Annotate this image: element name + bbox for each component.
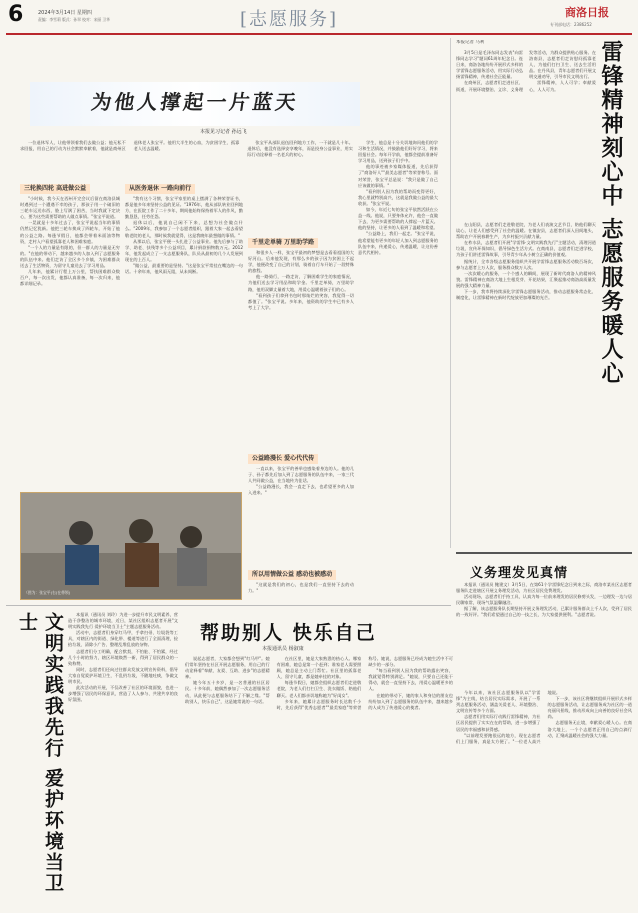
civil-article-byline: 本报讯（通讯员 刘玲） (76, 612, 120, 617)
bottom-divider (6, 605, 451, 606)
hotline: 专刊部电话：2386252 (550, 22, 592, 27)
newspaper-logo: 商洛日报 (565, 6, 609, 19)
main-article-col5: "这就是我们的初心，也是我们一直坚持下去的动力。" (248, 582, 354, 594)
right-column-text-bottom: 在山阳县，志愿者们走进敬老院，为老人们表演文艺节目，陪他们聊天谈心，让老人们感受到了社会的温暖。在镇安县，志愿者们深入田间地头，帮助农户开展春耕生产，为乡村振兴贡献力量。 在柞水县，志愿者们开展"学雷锋·文明实践我先行"主题活动，清理河道垃圾，宣传环保知识，倡导绿色生活方式。在商南县，志愿者们走进学校，为孩子们讲述雷锋故事，引导青少年从小树立正确的价值观。 据统计，全市各级志愿服务组织共开展学雷锋志愿服务活动数百场次，参与志愿者上万人次，服务群众数万人次。 一次次暖心的服务，一个个感人的瞬间，展现了新时代商洛人的精神风貌。雷锋精神在商洛大地上生根发芽、开花结果，汇聚起推动商洛高质量发展的强大精神力量。 下一步，我市将持续深化学雷锋志愿服务活动，推动志愿服务常态化、制度化，让雷锋精神在新时代绽放更加璀璨的光芒。 (456, 222, 596, 301)
subhead-2: 从医务退休 一路向前行 (125, 184, 195, 194)
right-column-headline: 雷锋精神刻心中 志愿服务暖人心 (598, 40, 624, 386)
volunteer-title-rule-top (456, 552, 632, 554)
volunteer-article-title: 义务理发见真情 (470, 566, 569, 581)
main-article-title: 为他人撑起一片蓝天 (89, 90, 301, 114)
subhead-4: 公益路漫长 爱心代代传 (248, 454, 318, 464)
people-illustration (21, 493, 241, 599)
civil-article-text: 本报讯（通讯员 刘玲）为进一步提升市民文明素养，营造干净整洁的城市环境，近日，某社区组织志愿者开展"文明实践我先行 爱护环境当卫士"主题志愿服务活动。 活动中，志愿者们身穿红马甲，手拿扫帚、垃圾袋等工具，对辖区内的街道、绿化带、楼道等进行了全面清理，捡拾垃圾、清除小广告、整理乱堆乱放的杂物。 志愿者们分工明确，配合默契，不怕脏、不怕累，经过几个小时的努力，辖区环境焕然一新，得到了居民群众的一致称赞。 同时，志愿者们还向过往群众发放文明宣传资料，倡导大家自觉爱护环境卫生，不乱扔垃圾，不随地吐痰，争做文明市民。 此次活动的开展，不仅改善了社区的环境面貌，也进一步增强了居民的环保意识，营造了人人参与、共建共享的良好氛围。 (68, 612, 178, 703)
help-article-byline: 本报通讯员 杨淑康 (262, 646, 304, 652)
main-article-col3: 和很多人一样，张宝平最初的梦想是去看看祖国的大好河山。后来他发现，有那么多的孩子因为贫困上不起学，他便改变了自己的计划，骑着自行车开始了一段特殊的旅程。 他一路骑行，一路走访，了解困难学生的家庭情况，为他们送去学习用品和助学金。千里走单骑，万里助学路，他用双脚丈量着大地，用爱心温暖着孩子们的心。 "看到孩子们拿到书包时那灿烂的笑容，我觉得一切都值了。"张宝平说。多年来，他资助的学生中已有多人考上了大学。 (248, 250, 354, 310)
section-title: [志愿服务] (240, 9, 339, 30)
main-article-col2: "我有这个习惯，张宝平家里的桌上摆满了各种荣誉证书，都是他多年来坚持公益的见证。"1976年，他从部队转业回到地方，在医院工作了二十多年，期间他始终保持着军人的作风，勤勤恳恳，任劳任怨。 退休以后，他说自己闲不下来，总想为社会做点什么。"2009年，我参加了一个志愿者组织，跟着大家一起去看望敬老院的老人，那时候我就觉得，这是我晚年最想做的事情。" 从那以后，张宝平便一头扎进了公益事业。他先后参与了助学、助老、扶残等多个公益项目，累计捐款捐物数万元。2012年，他发起成立了一支志愿服务队，队员从最初的几个人发展到现在的上百人。 "做公益，最重要的是坚持。"这是张宝平常挂在嘴边的一句话。十余年来，他风雨无阻，从未间断。 (125, 196, 243, 275)
help-article-title: 帮助别人 快乐自己 (200, 622, 377, 644)
main-article-photo (20, 492, 242, 600)
subhead-1: 三轮换四轮 高进做公益 (20, 184, 90, 194)
header-rule (6, 33, 632, 35)
right-bottom-text: 今年以来，该社区志愿服务队以"学雷锋"为主线，结合居民实际需求，开展了一系列志愿服务活动，涵盖关爱老人、环境整治、文明宣传等多个方面。 志愿者们用实际行动践行雷锋精神，为社区居民提供了实实在在的帮助，进一步增强了居民的幸福感和获得感。 "以前理发要跑很远的地方，现在志愿者们上门服务，真是太方便了。"一位老人高兴地说。 下一步，该社区将继续组织开展形式多样的志愿服务活动，让志愿服务成为社区的一道亮丽风景线，推动形成向上向善的良好社会风尚。 志愿服务无止境，奉献爱心暖人心。在商洛大地上，一个个志愿者正用自己的点滴行动，汇聚成温暖社会的强大力量。 (456, 690, 632, 744)
main-article-col6: 学生，他总是十分关切地询问他们的学习和生活情况，并鼓励他们好好学习，将来回报社会。每年开学前，他都会提前准备好学习用品，送到孩子们手中。 他的事迹被多家媒体报道，先后获得了"商洛好人""最美志愿者"等荣誉称号。面对荣誉，张宝平总是说："我只是做了自己应该做的事情。" "看到别人因为我的帮助而变得更好，我心里就特别高兴，这就是我做公益的最大收获。"张宝平说。 如今，年近七旬的张宝平依然活跃在公益一线。他说，只要身体允许，他会一直做下去，为更多需要帮助的人撑起一片蓝天。他的坚持，让更多的人看到了温暖和希望。 "公益路上，我们一起走。"张宝平说，他希望能有更多的年轻人加入到志愿服务的队伍中来，传递爱心，传递温暖，让这份善意代代相传。 (358, 140, 438, 255)
main-article-intro: 一位退休军人，让他带领着我们去做公益；他无私不求回报，用自己的行动为社会默默奉献着，他就是商州区退休老人张宝平。他用大半生的心血，为贫困学生、孤寡老人送去温暖。 张宝平从部队退伍回到地方工作，一干就是几十年。退休后，他没有选择安享晚年，而是投身公益事业，用实际行动诠释着一名老兵的初心。 (20, 140, 353, 158)
volunteer-article-text: 本报讯（通讯员 鲍建文）3月5日，在第61个学雷锋纪念日到来之际，商洛市某社区志愿者服务队走进辖区开展义务理发活动，为社区居民免费理发。 活动现场，志愿者们手持工具，认真为每一位前来理发的居民修剪头发，一边理发一边与居民聊家常，现场气氛温馨融洽。 据了解，该志愿服务队长期坚持开展义务理发活动，已累计服务群众上千人次，受到了居民的一致好评。"我们希望通过自己的一技之长，为大家提供便利。"志愿者说。 (456, 582, 632, 618)
photo-caption: （图为：张宝平(右)在带领) (24, 590, 71, 595)
main-title-banner (30, 82, 360, 126)
subhead-5: 所以用情做公益 感动也被感动 (248, 570, 336, 580)
main-article-col1: "小时候，我今天在西州开完会议后留在商洛县城时遇到过一个遭遇不幸的孩子，那孩子用一个破旧的三轮车运送东西，脸上写满了困苦，当时我就下定决心，要为这些需要帮助的人做点事情。"张宝平说道。 一晃就是十多年过去了，张宝平说起当年的事情仍然记忆犹新。他把三轮车换成了四轮车，开始了他的公益之路。每逢节假日，他都会带着米面油等物资，走村入户看望孤寡老人和困难家庭。 "一个人的力量是有限的，但一群人的力量是无穷的。"在他的带动下，越来越多的人加入到了志愿服务的队伍中来。他们走访了全区多个乡镇，为困难群众送去了生活物资，为留守儿童送去了学习用品。 几年来，他累计行程上万公里，帮扶困难群众数百户，每一次出发，他都认真准备，每一次归来，他都详细记录。 (20, 196, 120, 287)
page-number: 6 (8, 2, 24, 27)
civil-article-headline: 文明实践我先行 爱护环境当卫士 (16, 612, 64, 894)
issue-date: 2024年3月14日 星期四 (38, 10, 92, 16)
help-article-text: 说起志愿者，大家都会想到"红马甲"。她们常年坚持在社区开展志愿服务，用自己的行动诠释着"奉献、友爱、互助、进步"的志愿精神。 她今年五十多岁，是一名普通的社区居民。十多年前，她偶然参加了一次志愿服务活动，从此便与志愿服务结下了不解之缘。"帮助别人，快乐自己"，这是她常说的一句话。 在社区里，她是大家熟悉的热心人。哪家有困难，她总是第一个赶到；谁家老人需要照顾，她总是主动上门帮忙。社区里的孤寡老人、留守儿童，都是她牵挂的对象。 每逢节假日，她都会组织志愿者们走进敬老院，为老人们打扫卫生、洗衣做饭、陪他们聊天。老人们都亲切地称她为"好闺女"。 多年来，她累计志愿服务时长达数千小时，先后获得"优秀志愿者""最美家庭"等荣誉称号。她说，志愿服务已经成为她生活中不可缺少的一部分。 "每当看到别人因为我的帮助露出笑容，我就觉得特别满足。"她说，只要自己还能干得动，就会一直坚持下去，用爱心温暖更多的人。 在她的带动下，她的家人和身边的朋友也纷纷加入到了志愿服务的队伍中来，越来越多的人成为了传递爱心的使者。 (185, 656, 453, 710)
volunteer-article-byline: 本报讯（通讯员 鲍建文） (464, 582, 512, 587)
main-article-byline: 本报见习记者 孙远飞 (200, 129, 247, 135)
right-column-byline: 本报记者 马利 (456, 40, 485, 45)
right-column-divider (450, 38, 451, 548)
right-column-text-top: 3月5日是毛泽东同志发表"向雷锋同志学习"题词61周年纪念日。连日来，商洛各地纷纷开展形式多样的学雷锋志愿服务活动，用实际行动弘扬雷锋精神，传递社会正能量。 在商州区，志愿者们走进社区、街道，开展环境整治、义诊、义务理发等活动，为群众提供贴心服务。在洛南县，志愿者们走访慰问孤寡老人，为他们打扫卫生、送去生活用品。在丹凤县，青年志愿者们开展文明交通劝导，引导市民文明出行。 雷锋精神，人人可学；奉献爱心，人人可为。 (456, 50, 596, 92)
editor-line: 责编：李雪莉 版式：孙翠 校对：宋丽 卫华 (38, 17, 110, 22)
main-article-col4: 一直以来，张宝平的善举也感染着身边的人。他的儿子、孙子都先后加入到了志愿服务的队伍中来，一家三代人共同做公益，在当地传为佳话。 "公益路漫长，我会一直走下去，也希望更多的人加入进来。" (248, 466, 354, 496)
subhead-3: 千里走单骑 万里助学路 (248, 238, 318, 248)
